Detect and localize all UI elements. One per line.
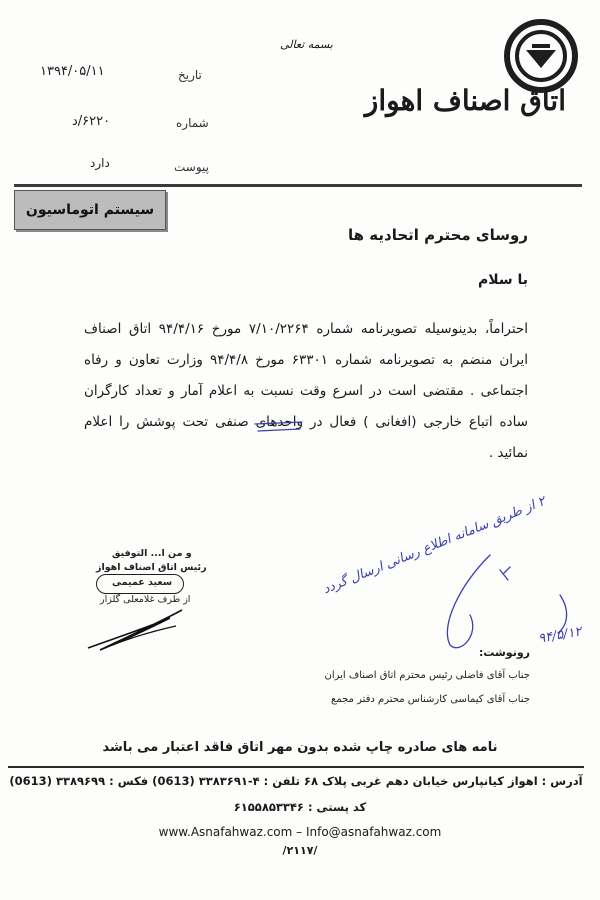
org-name: اتاق اصناف اهواز	[364, 84, 566, 117]
letter-body: احتراماً، بدینوسیله تصویرنامه شماره ۷/۱۰/۲۲۶۴ مورخ ۹۴/۴/۱۶ اتاق اصناف ایران منضم به تصویرنامه شماره ۶۳۳۰۱ مورخ ۹۴/۴/۸ وزارت تعاون و رفاه اجتماعی . مقتضی است در اسرع وقت نسبت به اعلام آمار و تعداد کارگران ساده اتباع خارجی (افغانی ) فعال در واحدهای صنفی تحت پوشش را اعلام نمائید .	[84, 321, 528, 461]
cc-title: رونوشت:	[478, 646, 530, 659]
cc-line: جناب آقای فاضلی رئیس محترم اتاق اصناف ایران	[324, 670, 530, 681]
signature-on-behalf: از طرف غلامعلی گلزار	[100, 594, 191, 605]
number-label: شماره	[176, 116, 209, 130]
bismillah-heading: بسمه تعالی	[280, 38, 333, 51]
pen-underline-mark	[250, 418, 310, 438]
org-logo	[364, 16, 586, 146]
signature-closing: و من ا... التوفیق	[112, 548, 192, 559]
date-value: ۱۳۹۴/۰۵/۱۱	[40, 64, 105, 79]
footer-postal-code: کد پستی : ۶۱۵۵۸۵۳۳۴۶	[233, 800, 367, 814]
addressee: روسای محترم اتحادیه ها	[348, 226, 528, 244]
footer-web-email: www.Asnafahwaz.com – Info@asnafahwaz.com	[158, 825, 442, 839]
attachment-label: پیوست	[174, 160, 209, 174]
logo-emblem-icon	[426, 16, 586, 146]
footer-form-code: /۲۱۱۷/	[282, 844, 318, 857]
number-value: ۶۲۲۰/د	[72, 114, 111, 129]
attachment-value: دارد	[90, 156, 110, 170]
validity-note: نامه های صادره چاپ شده بدون مهر اتاق فاقد اعتبار می باشد	[102, 740, 498, 755]
footer-divider	[8, 766, 584, 768]
footer-address: آدرس : اهواز کیانپارس خیابان دهم غربی پلاک ۶۸ تلفن : ۴-۳۳۸۳۶۹۱ (0613) فکس : ۳۳۸۹۶۹۹ (0613)	[9, 774, 583, 788]
header-divider	[14, 184, 582, 187]
handwritten-note: ۲ از طریق سامانه اطلاع رسانی ارسال گردد	[321, 494, 548, 598]
signature-name: سعید عمیمی	[112, 577, 173, 588]
cc-line: جناب آقای کیماسی کارشناس محترم دفتر مجمع	[331, 694, 530, 705]
handwritten-signature	[80, 600, 190, 660]
signature-title: رئیس اتاق اصناف اهواز	[96, 562, 207, 573]
automation-system-badge: سیستم اتوماسیون	[14, 190, 166, 230]
date-label: تاریخ	[178, 68, 202, 82]
handwritten-date: ۹۴/۵/۱۲	[537, 624, 583, 647]
greeting: با سلام	[477, 272, 528, 288]
